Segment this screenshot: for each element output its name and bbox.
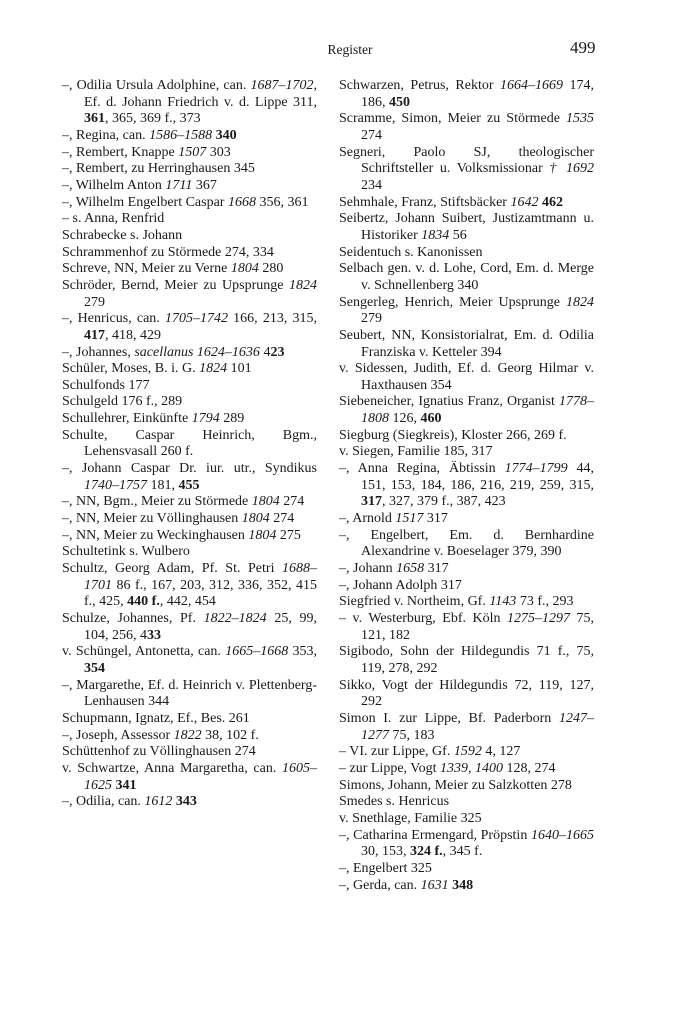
entry-text: 86 f., 167, 203, 312, 336, 352, 415 f., 425, (84, 577, 317, 610)
index-entry (62, 228, 317, 245)
entry-text: Scramme, Simon, Meier zu Störmede (339, 111, 566, 127)
entry-date-italic: 1631 (420, 877, 449, 893)
index-entry (339, 195, 594, 212)
entry-text: 274 (361, 127, 382, 143)
entry-date-italic: 1517 (395, 511, 424, 527)
entry-text: v. Sidessen, Judith, Ef. d. Georg Hilmar v. Haxthausen 354 (339, 361, 594, 393)
entry-date-italic: 1794 (191, 411, 220, 427)
index-entry (62, 394, 317, 411)
entry-text: Schüler, Moses, B. i. G. (62, 361, 200, 377)
entry-text: v. Snethlage, Familie 325 (339, 810, 482, 826)
entry-text: –, NN, Bgm., Meier zu Störmede (62, 494, 252, 510)
entry-text: – s. Anna, Renfrid (62, 211, 165, 227)
index-entry (339, 611, 594, 644)
entry-text: Sigibodo, Sohn der Hildegundis 71 f., 75, 119, 278, 292 (339, 644, 594, 676)
entry-date-italic: 1824 (289, 277, 317, 293)
entry-page-bold: 354 (84, 660, 105, 676)
page-number: 499 (570, 38, 596, 57)
entry-text: –, Engelbert, Em. d. Bernhardine Alexandrine v. Boeselager 379, 390 (339, 527, 594, 560)
index-entry (339, 744, 594, 761)
entry-text: –, Henricus, can. (62, 311, 165, 327)
entry-date-italic: 1804 (241, 511, 270, 527)
entry-page-bold: 340 (215, 127, 237, 143)
entry-text: 356, 361 (255, 194, 309, 210)
index-entry (62, 561, 317, 611)
entry-text: 166, 213, 315, (227, 311, 317, 327)
index-entry (62, 178, 317, 195)
entry-date-italic: 1711 (165, 177, 193, 193)
entry-text: 30, 153, (361, 844, 410, 860)
entry-date-italic: 1804 (230, 261, 259, 277)
index-entry (339, 794, 594, 811)
entry-date-italic: 1668 (227, 194, 256, 210)
index-entry (339, 644, 594, 677)
entry-date-italic: 1642 (510, 194, 539, 210)
entry-date-italic: 1822 (173, 727, 202, 743)
entry-text: 4 (259, 344, 271, 360)
index-entry (339, 328, 594, 361)
index-entry (62, 128, 317, 145)
index-entry (339, 394, 594, 427)
entry-text: Schrammenhof zu Störmede 274, 334 (62, 244, 274, 260)
index-entry (62, 195, 317, 212)
entry-text: 128, 274 (502, 760, 556, 776)
entry-text: Sengerleg, Henrich, Meier Upsprunge (339, 294, 566, 310)
entry-text: Siegburg (Siegkreis), Kloster 266, 269 f. (339, 427, 567, 443)
entry-text: 274 (279, 494, 305, 510)
entry-date-italic: 1339, 1400 (439, 760, 503, 776)
entry-page-bold: 417 (84, 327, 105, 343)
entry-text: Schrabecke s. Johann (62, 227, 183, 243)
index-entry (339, 711, 594, 744)
entry-text: Segneri, Paolo SJ, theologischer Schriftsteller u. Volksmissionar (339, 144, 594, 177)
entry-text: 234 (361, 177, 382, 193)
entry-date-italic: 1824 (199, 361, 228, 377)
entry-date-italic: 1658 (396, 561, 425, 577)
index-entry (339, 761, 594, 778)
entry-text: Schupmann, Ignatz, Ef., Bes. 261 (62, 710, 250, 726)
entry-text: Siegfried v. Northeim, Gf. (339, 594, 490, 610)
index-entry (62, 145, 317, 162)
index-entry (339, 295, 594, 328)
index-entry (339, 528, 594, 561)
index-entry (339, 878, 594, 895)
entry-text: Seibertz, Johann Suibert, Justizamtmann u. Historiker (339, 211, 594, 243)
entry-text: v. Schüngel, Antonetta, can. (62, 644, 226, 660)
index-entry (62, 161, 317, 178)
entry-text: –, Catharina Ermengard, Pröpstin (339, 827, 531, 843)
entry-text: Schulte, Caspar Heinrich, Bgm., Lehensvasall 260 f. (62, 427, 317, 460)
entry-text: –, Wilhelm Engelbert Caspar (62, 194, 228, 210)
entry-page-bold: 23 (270, 344, 285, 360)
entry-text: –, Arnold (339, 511, 396, 527)
index-entry (62, 494, 317, 511)
entry-text: v. Schwartze, Anna Margaretha, can. (62, 760, 282, 776)
index-entry (339, 444, 594, 461)
entry-text: Smedes s. Henricus (339, 794, 450, 810)
entry-text: Schüttenhof zu Völlinghausen 274 (62, 744, 256, 760)
index-entry (339, 778, 594, 795)
index-entry (62, 611, 317, 644)
index-entry (339, 861, 594, 878)
index-entry (339, 678, 594, 711)
entry-text: Simons, Johann, Meier zu Salzkotten 278 (339, 777, 572, 793)
entry-text: 25, 99, 104, 256, 4 (84, 611, 318, 643)
entry-text: 75, 121, 182 (361, 611, 595, 643)
index-entry (62, 528, 317, 545)
entry-text: , Ef. d. Johann Friedrich v. d. Lippe 311, (84, 78, 317, 110)
entry-text: Schulgeld 176 f., 289 (62, 394, 183, 410)
index-entry (62, 278, 317, 311)
entry-text: Sehmhale, Franz, Stiftsbäcker (339, 194, 511, 210)
entry-text: 73 f., 293 (516, 594, 574, 610)
index-entry (62, 544, 317, 561)
entry-page-bold: 341 (115, 777, 137, 793)
entry-date-italic: 1605–1625 (84, 760, 317, 793)
entry-text: Schwarzen, Petrus, Rektor (339, 78, 500, 93)
entry-page-bold: 450 (389, 94, 410, 110)
entry-date-italic: 1705–1742 (164, 311, 228, 327)
entry-text: 4, 127 (481, 744, 521, 760)
entry-text: , 418, 429 (105, 327, 161, 343)
entry-date-italic: 1586–1588 (149, 127, 213, 143)
index-entry (62, 345, 317, 362)
entry-date-italic: 1774–1799 (504, 461, 568, 477)
entry-text: , 327, 379 f., 387, 423 (382, 494, 506, 510)
entry-text: Selbach gen. v. d. Lohe, Cord, Em. d. Merge v. Schnellenberg 340 (339, 261, 594, 293)
entry-text: 279 (84, 294, 105, 310)
index-entry (62, 461, 317, 494)
index-column-right (339, 78, 594, 894)
entry-text: –, Johann Adolph 317 (339, 577, 462, 593)
index-entry (339, 361, 594, 394)
entry-date-italic: 1665–1668 (225, 644, 289, 660)
index-entry (62, 411, 317, 428)
index-entry (339, 461, 594, 511)
entry-page-bold: 455 (178, 477, 200, 493)
entry-date-italic: 1507 (178, 144, 207, 160)
entry-date-italic: 1834 (421, 227, 450, 243)
entry-text: –, Rembert, Knappe (62, 144, 179, 160)
index-entry (62, 744, 317, 761)
entry-text: –, Odilia Ursula Adolphine, can. (62, 78, 251, 93)
entry-date-italic: 1804 (248, 527, 277, 543)
index-entry (339, 594, 594, 611)
entry-date-italic: 1740–1757 (84, 477, 147, 493)
entry-date-italic: 1664–1669 (500, 78, 563, 93)
index-entry (62, 711, 317, 728)
index-entry (339, 511, 594, 528)
entry-text: 75, 183 (389, 727, 435, 743)
entry-text: Schultetink s. Wulbero (62, 544, 190, 560)
entry-text: 101 (227, 361, 252, 377)
index-entry (62, 761, 317, 794)
index-entry (62, 644, 317, 677)
entry-page-bold: 440 f. (127, 594, 160, 610)
entry-text: –, NN, Meier zu Völlinghausen (62, 511, 242, 527)
entry-text: Schröder, Bernd, Meier zu Upsprunge (62, 277, 289, 293)
index-entry (62, 428, 317, 461)
entry-text: –, Regina, can. (62, 127, 150, 143)
entry-text: 275 (276, 527, 301, 543)
entry-text: , 345 f. (442, 844, 483, 860)
entry-date-italic: 1804 (251, 494, 280, 510)
entry-text: 126, (389, 411, 421, 427)
index-entry (62, 245, 317, 262)
entry-text: 317 (423, 511, 448, 527)
entry-text: 280 (258, 261, 284, 277)
entry-date-italic: † 1692 (549, 161, 594, 177)
entry-text: –, Engelbert 325 (339, 860, 432, 876)
entry-date-italic: 1822–1824 (203, 611, 267, 626)
entry-date-italic: 1778–1808 (361, 394, 594, 427)
index-entry (339, 561, 594, 578)
index-entry (339, 245, 594, 262)
entry-text: 279 (361, 311, 382, 327)
entry-text: 303 (206, 144, 231, 160)
entry-text: –, Johann (339, 561, 397, 577)
entry-text: – zur Lippe, Vogt (339, 760, 440, 776)
entry-text: Schullehrer, Einkünfte (62, 411, 192, 427)
entry-text: 289 (219, 411, 245, 427)
entry-text: Schulze, Johannes, Pf. (62, 611, 204, 626)
index-entry (339, 261, 594, 294)
entry-text: v. Siegen, Familie 185, 317 (339, 444, 493, 460)
index-entry (62, 511, 317, 528)
entry-date-italic: 1687–1702 (250, 78, 314, 93)
entry-date-italic: 1688–1701 (84, 561, 317, 593)
index-entry (62, 361, 317, 378)
entry-text: –, Johann Caspar Dr. iur. utr., Syndikus (62, 461, 317, 477)
running-header-title: Register (327, 42, 373, 57)
entry-page-bold: 33 (147, 627, 161, 643)
entry-date-italic: 1640–1665 (531, 827, 594, 843)
entry-page-bold: 324 f. (410, 844, 443, 860)
entry-page-bold: 460 (420, 411, 442, 427)
entry-text: 38, 102 f. (201, 727, 259, 743)
entry-text: –, Margarethe, Ef. d. Heinrich v. Plettenberg-Lenhausen 344 (62, 677, 317, 710)
index-entry (339, 811, 594, 828)
index-entry (339, 111, 594, 144)
entry-page-bold: 361 (84, 111, 105, 127)
entry-text: –, Rembert, zu Herringhausen 345 (62, 161, 255, 177)
entry-text: Schulfonds 177 (62, 377, 150, 393)
entry-text: – v. Westerburg, Ebf. Köln (339, 611, 507, 626)
entry-text: –, NN, Meier zu Weckinghausen (62, 527, 249, 543)
index-entry (339, 211, 594, 244)
index-entry (62, 794, 317, 811)
entry-text: Schultz, Georg Adam, Pf. St. Petri (62, 561, 282, 577)
entry-date-italic: 1592 (453, 744, 482, 760)
entry-date-italic: 1247–1277 (361, 710, 594, 743)
index-entry (62, 311, 317, 344)
index-column-left (62, 78, 317, 811)
entry-text: 274 (269, 511, 295, 527)
index-entry (339, 145, 594, 195)
entry-text: –, Wilhelm Anton (62, 177, 166, 193)
entry-text: , 365, 369 f., 373 (105, 111, 201, 127)
entry-date-italic: sacellanus 1624–1636 (134, 344, 260, 360)
entry-text: Seubert, NN, Konsistorialrat, Em. d. Odilia Franziska v. Ketteler 394 (339, 327, 594, 360)
entry-text: Simon I. zur Lippe, Bf. Paderborn (339, 710, 559, 726)
entry-date-italic: 1275–1297 (507, 611, 570, 626)
index-entry (62, 261, 317, 278)
entry-text: Seidentuch s. Kanonissen (339, 244, 483, 260)
entry-page-bold: 343 (175, 794, 197, 810)
index-entry (62, 78, 317, 128)
entry-text: 317 (424, 561, 449, 577)
entry-page-bold: 317 (361, 494, 382, 510)
entry-text: 44, 151, 153, 184, 186, 216, 219, 259, 315, (361, 461, 594, 493)
entry-date-italic: 1824 (566, 294, 594, 310)
entry-date-italic: 1143 (489, 594, 517, 610)
entry-text: –, Odilia, can. (62, 794, 145, 810)
entry-text: 367 (192, 177, 217, 193)
entry-text: 174, 186, (361, 78, 594, 110)
entry-page-bold: 462 (541, 194, 563, 210)
index-entry (62, 211, 317, 228)
index-entry (339, 578, 594, 595)
entry-text: –, Anna Regina, Äbtissin (339, 461, 505, 477)
entry-date-italic: 1535 (566, 111, 594, 127)
entry-text: – VI. zur Lippe, Gf. (339, 744, 454, 760)
index-entry (62, 728, 317, 745)
index-entry (62, 678, 317, 711)
entry-text: 181, (147, 477, 179, 493)
index-entry (62, 378, 317, 395)
entry-text: 353, (288, 644, 318, 660)
entry-page-bold: 348 (452, 877, 474, 893)
index-entry (339, 78, 594, 111)
entry-text: Sikko, Vogt der Hildegundis 72, 119, 127, 292 (339, 677, 594, 710)
entry-text: –, Joseph, Assessor (62, 727, 174, 743)
entry-text: 56 (449, 227, 467, 243)
entry-text: –, Gerda, can. (339, 877, 421, 893)
entry-text: –, Johannes, (62, 344, 135, 360)
index-entry (339, 428, 594, 445)
entry-date-italic: 1612 (144, 794, 173, 810)
entry-text: Schreve, NN, Meier zu Verne (62, 261, 231, 277)
index-entry (339, 828, 594, 861)
entry-text: Siebeneicher, Ignatius Franz, Organist (339, 394, 559, 410)
entry-text: , 442, 454 (159, 594, 216, 610)
